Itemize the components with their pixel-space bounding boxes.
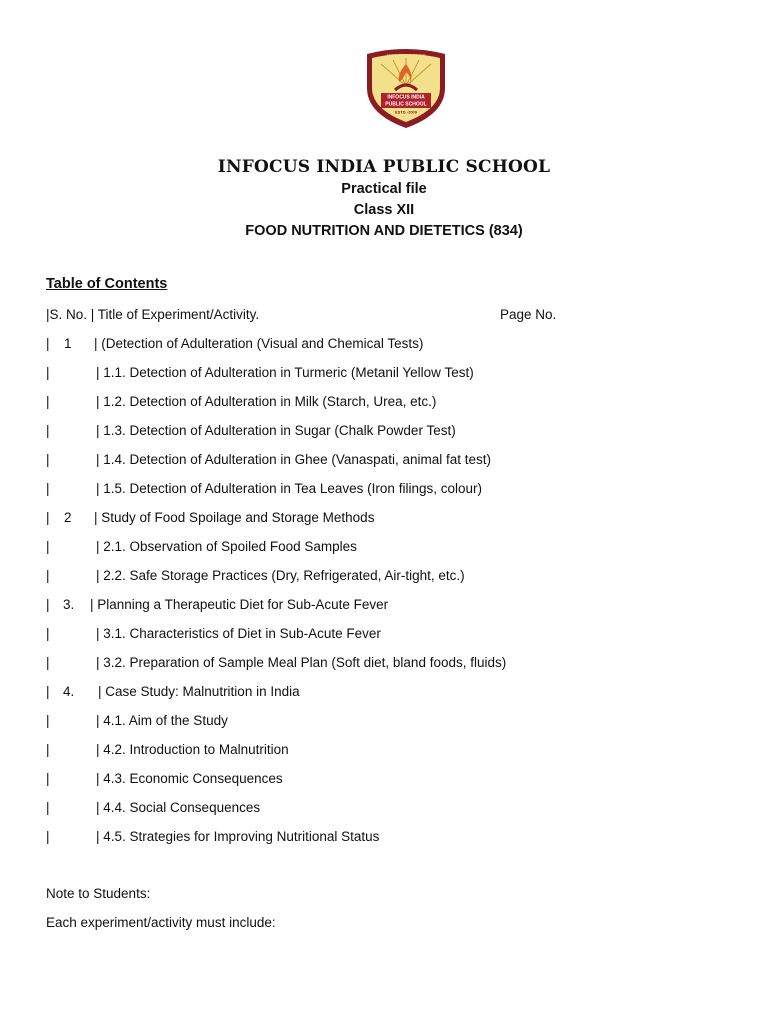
- toc-row-title: | (Detection of Adulteration (Visual and Chemical Tests): [94, 336, 424, 351]
- toc-row-bar: |: [46, 684, 50, 699]
- toc-row-bar: |: [46, 597, 50, 612]
- toc-row-bar: |: [46, 626, 50, 641]
- toc-header-page: Page No.: [500, 307, 557, 322]
- logo-name-line1: INFOCUS INDIA: [387, 94, 425, 101]
- toc-row-title: | 4.2. Introduction to Malnutrition: [96, 742, 289, 757]
- toc-row-bar: |: [46, 800, 50, 815]
- toc-row-title: | 2.2. Safe Storage Practices (Dry, Refrigerated, Air-tight, etc.): [96, 568, 465, 583]
- toc-row-bar: |: [46, 452, 50, 467]
- toc-row-title: | 4.4. Social Consequences: [96, 800, 261, 815]
- toc-row-bar: |: [46, 713, 50, 728]
- class-label: Class XII: [353, 202, 415, 218]
- toc-row-bar: |: [46, 742, 50, 757]
- toc-row-bar: |: [46, 336, 50, 351]
- toc-row-title: | 3.1. Characteristics of Diet in Sub-Acute Fever: [96, 626, 381, 641]
- toc-row-number: 2: [64, 510, 72, 525]
- toc-row-title: | 1.1. Detection of Adulteration in Turmeric (Metanil Yellow Test): [96, 365, 474, 380]
- toc-row-bar: |: [46, 365, 50, 380]
- toc-row-number: 3.: [63, 597, 75, 612]
- toc-row-bar: |: [46, 829, 50, 844]
- logo-motto: KNOWLEDGE IS POWER: [386, 53, 426, 58]
- toc-row-title: | Case Study: Malnutrition in India: [98, 684, 300, 699]
- logo-estd: ESTD.-2009: [394, 109, 418, 115]
- school-name: INFOCUS INDIA PUBLIC SCHOOL: [217, 157, 551, 177]
- school-logo: [359, 46, 453, 130]
- toc-row-bar: |: [46, 539, 50, 554]
- toc-row-bar: |: [46, 423, 50, 438]
- toc-row-number: 1: [64, 336, 72, 351]
- note-line: Each experiment/activity must include:: [46, 915, 276, 930]
- toc-row-bar: |: [46, 771, 50, 786]
- toc-row-title: | Study of Food Spoilage and Storage Methods: [94, 510, 375, 525]
- toc-row-title: | 4.1. Aim of the Study: [96, 713, 228, 728]
- toc-row-title: | 3.2. Preparation of Sample Meal Plan (Soft diet, bland foods, fluids): [96, 655, 507, 670]
- toc-row-title: | 2.1. Observation of Spoiled Food Samples: [96, 539, 357, 554]
- toc-row-number: 4.: [63, 684, 75, 699]
- logo-name-line2: PUBLIC SCHOOL: [385, 101, 427, 108]
- toc-row-bar: |: [46, 655, 50, 670]
- toc-row-title: | 1.5. Detection of Adulteration in Tea Leaves (Iron filings, colour): [96, 481, 482, 496]
- toc-row-title: | 1.3. Detection of Adulteration in Sugar (Chalk Powder Test): [96, 423, 456, 438]
- subject-title: FOOD NUTRITION AND DIETETICS (834): [245, 223, 523, 239]
- toc-header-sno: |S. No. | Title of Experiment/Activity.: [46, 307, 260, 322]
- toc-row-title: | 1.2. Detection of Adulteration in Milk (Starch, Urea, etc.): [96, 394, 437, 409]
- toc-row-bar: |: [46, 394, 50, 409]
- toc-row-bar: |: [46, 481, 50, 496]
- toc-row-title: | 4.5. Strategies for Improving Nutritional Status: [96, 829, 380, 844]
- toc-row-bar: |: [46, 510, 50, 525]
- note-heading: Note to Students:: [46, 886, 151, 901]
- toc-row-bar: |: [46, 568, 50, 583]
- toc-row-title: | 4.3. Economic Consequences: [96, 771, 283, 786]
- doc-type: Practical file: [341, 181, 427, 197]
- toc-header-row: [0, 307, 557, 325]
- toc-row-title: | Planning a Therapeutic Diet for Sub-Acute Fever: [90, 597, 389, 612]
- toc-row-title: | 1.4. Detection of Adulteration in Ghee (Vanaspati, animal fat test): [96, 452, 491, 467]
- toc-title: Table of Contents: [46, 276, 168, 292]
